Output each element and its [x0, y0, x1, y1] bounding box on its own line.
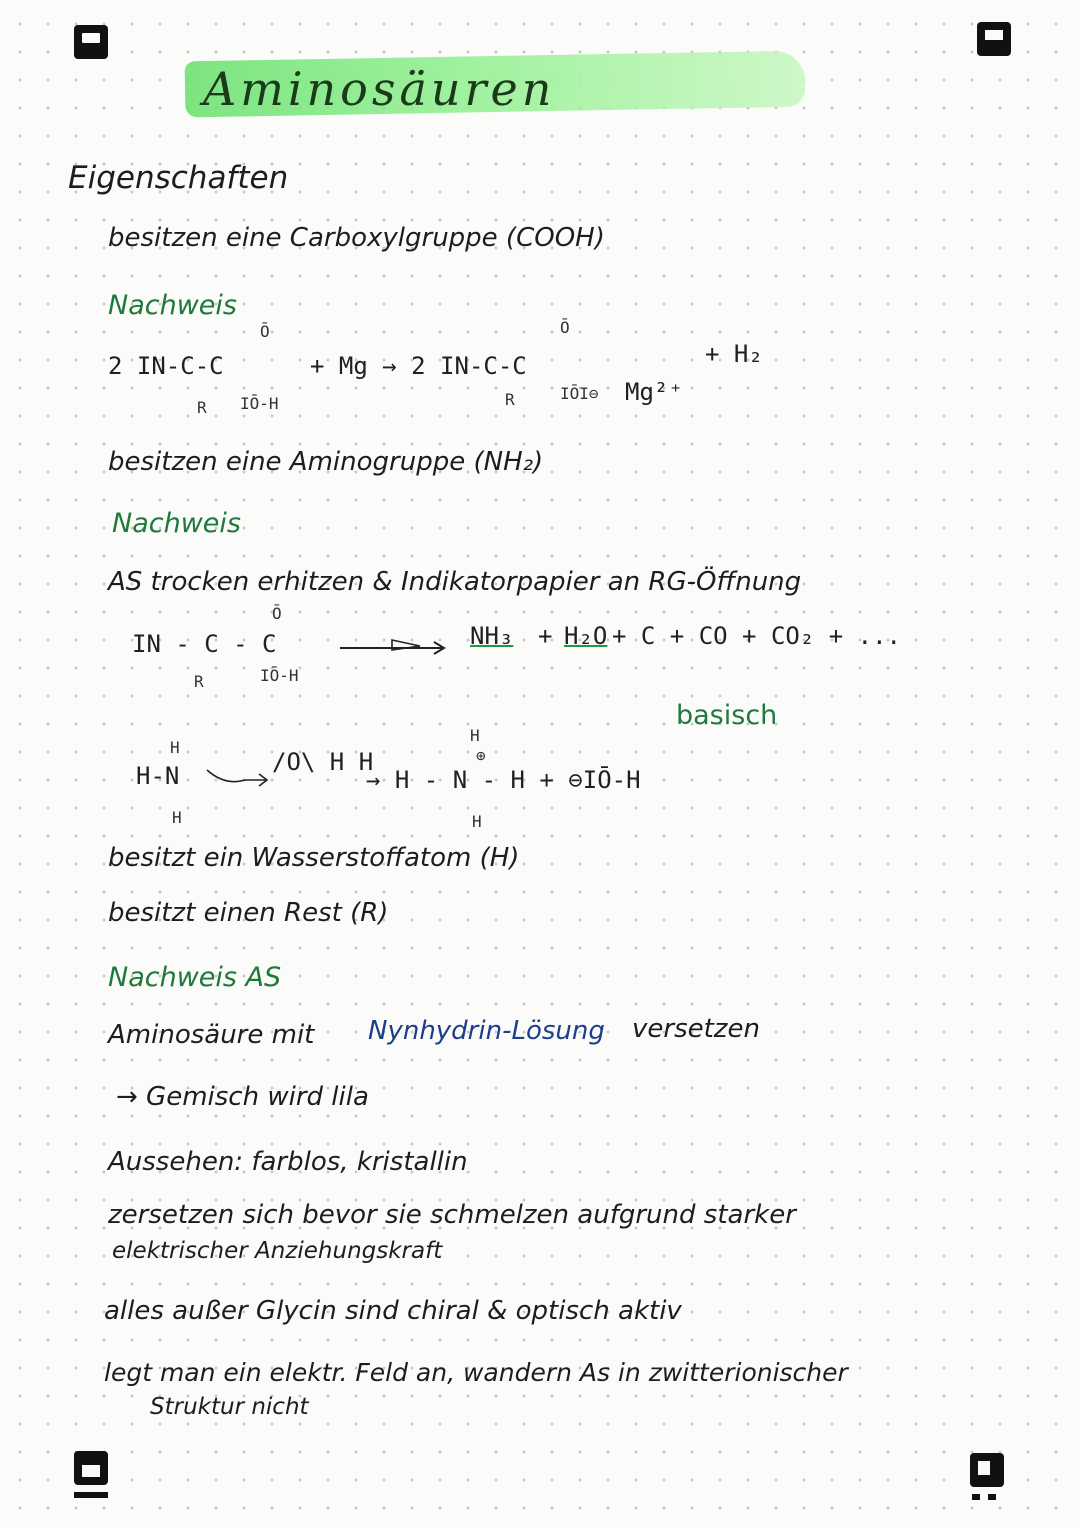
amino-procedure: AS trocken erhitzen & Indikatorpapier an RG-Öffnung [108, 567, 802, 597]
ammonium-h-top: H [470, 726, 480, 745]
carboxyl-h2: + H₂ [705, 340, 763, 368]
corner-bar-bottom-left [74, 1492, 108, 1498]
corner-bar-bottom-right-2 [988, 1494, 996, 1500]
as-proof-step1-a: Aminosäure mit [108, 1020, 315, 1050]
ammonium-charge: ⊕ [476, 746, 486, 765]
corner-bar-bottom-right-1 [972, 1494, 980, 1500]
carboxyl-reactant-o: Ō [260, 322, 270, 341]
base-h-bottom: H [172, 808, 182, 827]
heating-arrow [340, 636, 450, 656]
as-proof-step1-c: versetzen [632, 1014, 760, 1044]
basic-note: basisch [676, 700, 778, 731]
carboxyl-product-r: R [505, 390, 515, 409]
base-h-top: H [170, 738, 180, 757]
corner-marker-top-left [74, 25, 108, 59]
ammonium-hydroxide: → H - N - H + ⊖IŌ-H [366, 766, 641, 794]
appearance-statement: Aussehen: farblos, kristallin [108, 1147, 468, 1177]
decompose-line-1: zersetzen sich bevor sie schmelzen aufgrund starker [108, 1200, 796, 1230]
carboxyl-reaction-product: + Mg → 2 IN-C-C [310, 352, 527, 380]
amino-reactant-oh: IŌ-H [260, 666, 299, 685]
rest-statement: besitzt einen Rest (R) [108, 898, 389, 928]
carboxyl-mg-ion: Mg²⁺ [625, 378, 683, 406]
carboxyl-reactant-oh: IŌ-H [240, 394, 279, 413]
corner-marker-top-right [977, 22, 1011, 56]
page-title: Aminosäuren [203, 62, 556, 116]
chirality-statement: alles außer Glycin sind chiral & optisch aktiv [104, 1296, 682, 1326]
product-nh3: NH₃ [470, 622, 514, 650]
carboxyl-product-oxide: IŌI⊖ [560, 384, 599, 403]
ammonium-h-bottom: H [472, 812, 482, 831]
decompose-line-2: elektrischer Anziehungskraft [112, 1238, 443, 1264]
as-proof-step1-b: Nynhydrin-Lösung [368, 1016, 605, 1046]
as-proof-step2: → Gemisch wird lila [116, 1082, 369, 1112]
carboxyl-reactant: 2 IN-C-C [108, 352, 224, 380]
corner-marker-bottom-left [74, 1451, 108, 1485]
section-heading: Eigenschaften [68, 160, 289, 196]
base-left: H-N [136, 762, 180, 790]
amino-statement: besitzen eine Aminogruppe (NH₂) [108, 447, 544, 477]
field-line-2: Struktur nicht [150, 1394, 309, 1420]
carboxyl-product-o: Ō [560, 318, 570, 337]
product-rest: + C + CO + CO₂ + ... [612, 622, 901, 650]
amino-reactant: IN - C - C [132, 630, 277, 658]
water-molecule: /O\ H H [272, 748, 374, 776]
product-plus: + [538, 622, 553, 650]
proton-transfer-arrow [205, 768, 275, 788]
amino-reactant-r: R [194, 672, 204, 691]
field-line-1: legt man ein elektr. Feld an, wandern As in zwitterionischer [104, 1358, 848, 1387]
carboxyl-proof-label: Nachweis [108, 290, 237, 321]
product-h2o: H₂O [564, 622, 608, 650]
as-proof-label: Nachweis AS [108, 962, 282, 993]
corner-marker-bottom-right [970, 1453, 1004, 1487]
amino-reactant-o: Ō [272, 604, 282, 623]
amino-proof-label: Nachweis [112, 508, 241, 539]
title-block [185, 50, 815, 120]
hydrogen-statement: besitzt ein Wasserstoffatom (H) [108, 843, 520, 873]
carboxyl-statement: besitzen eine Carboxylgruppe (COOH) [108, 223, 605, 253]
carboxyl-reactant-r: R [197, 398, 207, 417]
